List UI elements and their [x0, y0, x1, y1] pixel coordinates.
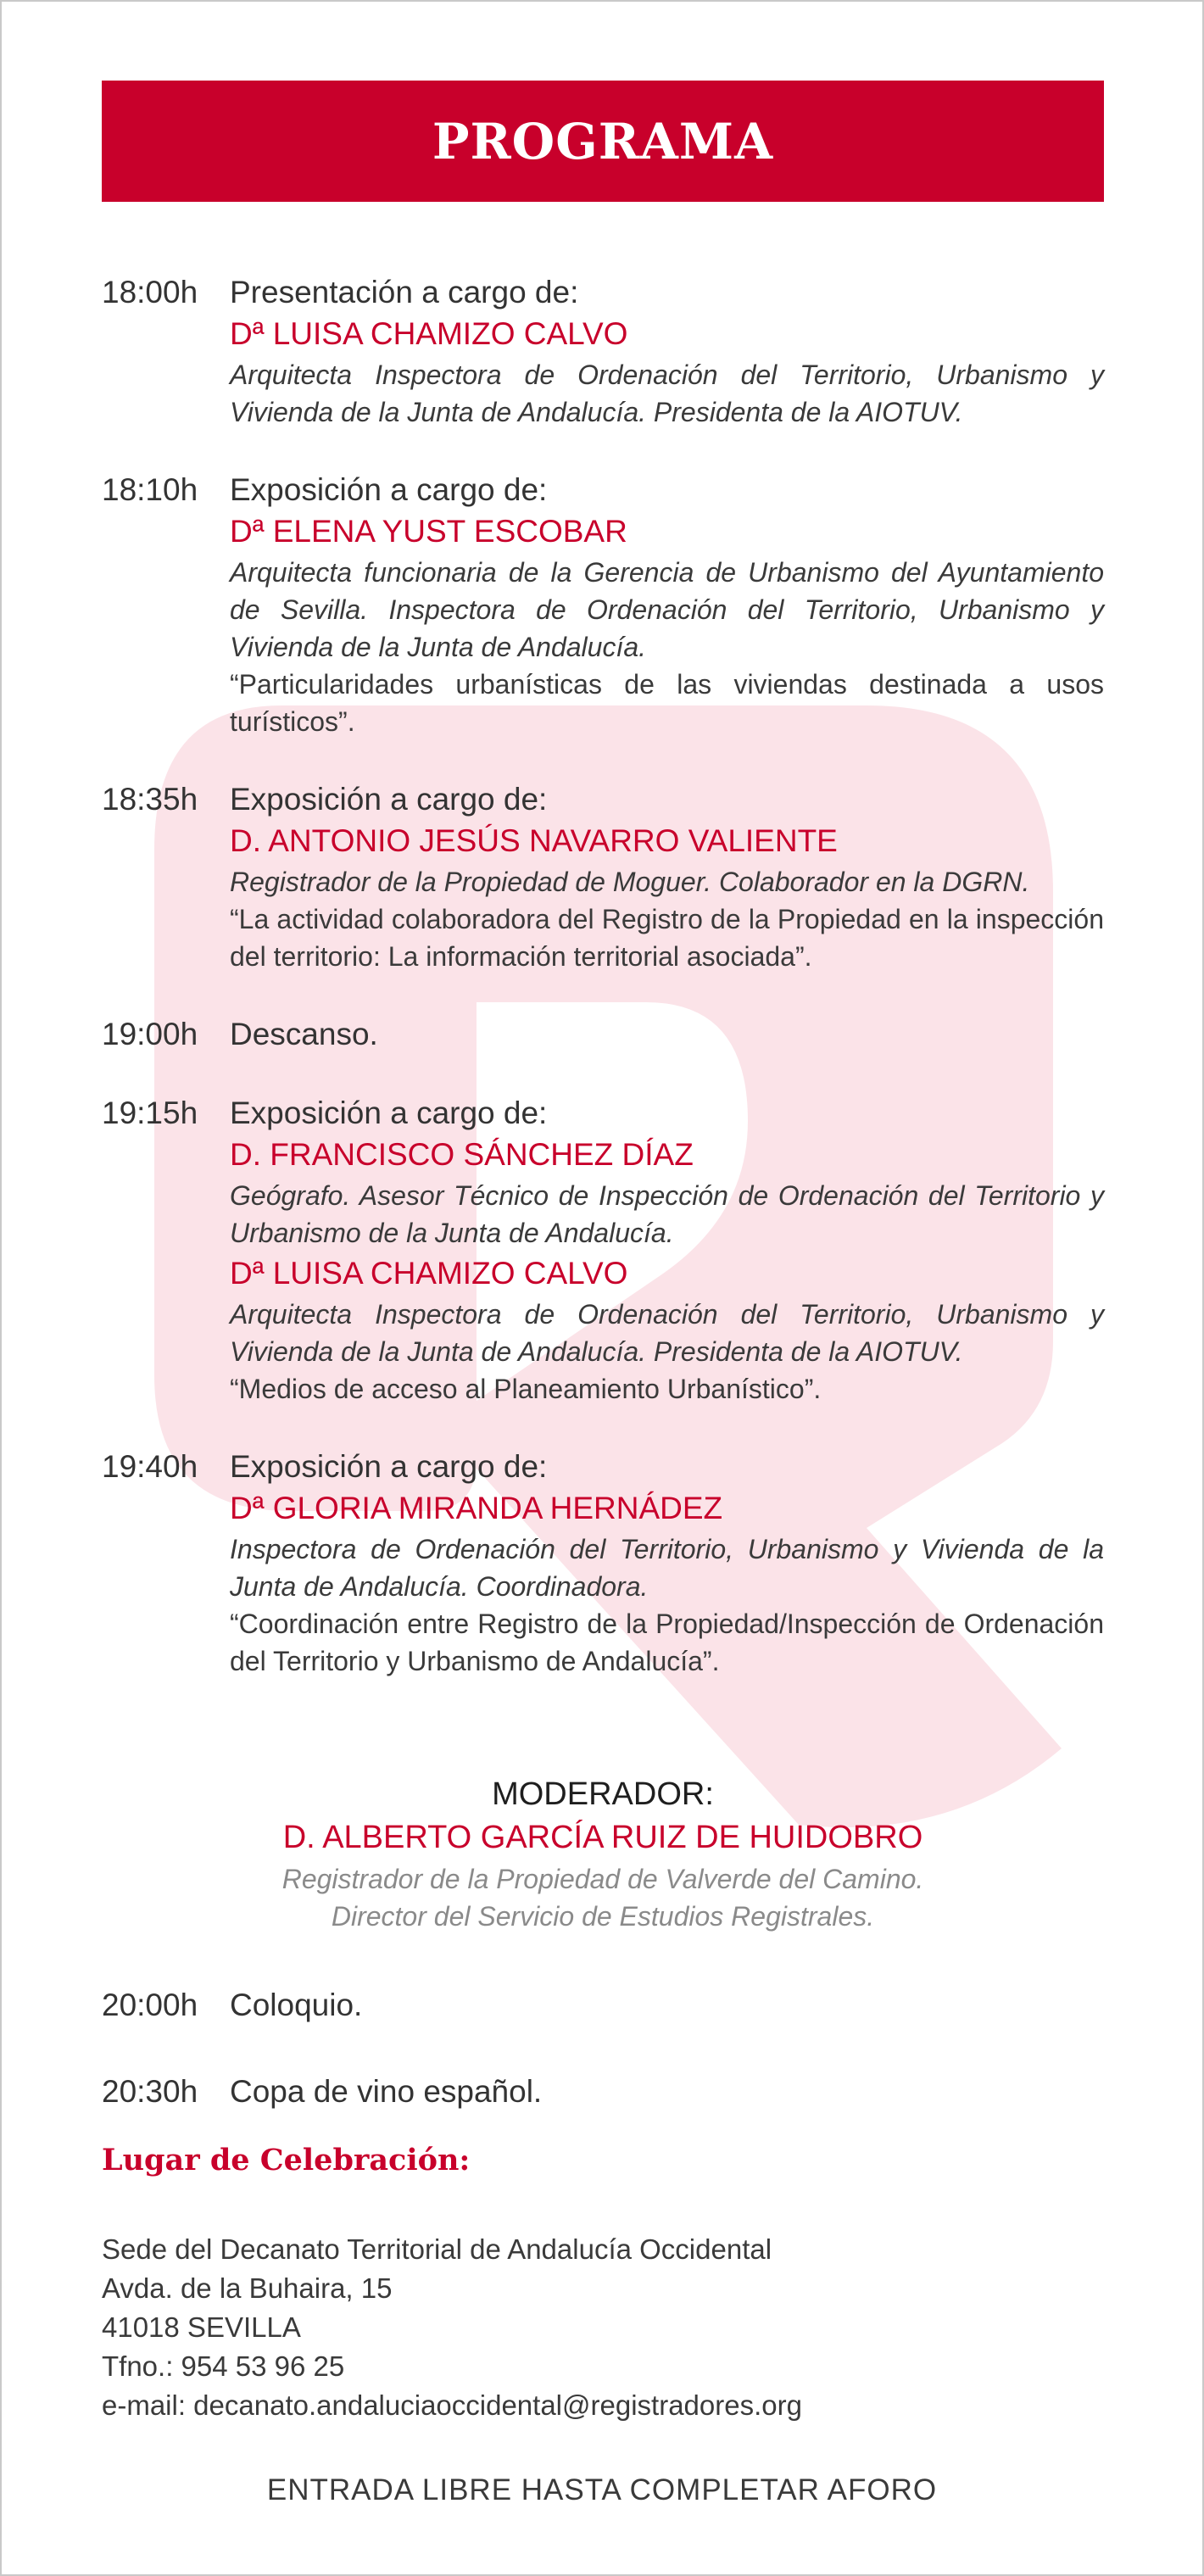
schedule-item: [102, 2072, 1104, 2111]
venue-email[interactable]: e-mail: decanato.andaluciaoccidental@registradores.org: [102, 2389, 802, 2421]
venue-line: Avda. de la Buhaira, 15: [102, 2272, 393, 2304]
speaker-name: D. FRANCISCO SÁNCHEZ DÍAZ: [230, 1137, 694, 1172]
schedule-lead: Copa de vino español.: [230, 2074, 543, 2109]
speaker-name: Dª GLORIA MIRANDA HERNÁDEZ: [230, 1491, 723, 1525]
schedule-time: 19:40h: [102, 1449, 198, 1484]
speaker-description: Inspectora de Ordenación del Territorio, Urbanismo y Vivienda de la Junta de Andalucía. Coordinadora.: [230, 1534, 1104, 1602]
speaker-description: Arquitecta funcionaria de la Gerencia de Urbanismo del Ayuntamiento de Sevilla. Inspectora de Ordenación del Territorio, Urbanismo y Vivienda de la Junta de Andalucía.: [230, 557, 1104, 662]
moderator-label: MODERADOR:: [492, 1776, 714, 1812]
speaker-description: Arquitecta Inspectora de Ordenación del Territorio, Urbanismo y Vivienda de la Junta de Andalucía. Presidenta de la AIOTUV.: [230, 360, 1104, 427]
moderator-description: Director del Servicio de Estudios Registrales.: [331, 1901, 875, 1932]
schedule-lead: Presentación a cargo de:: [230, 275, 579, 309]
schedule-item: [102, 471, 1104, 740]
talk-title: “Coordinación entre Registro de la Propiedad/Inspección de Ordenación del Territorio y Urbanismo de Andalucía”.: [230, 1609, 1104, 1676]
schedule-time: 19:15h: [102, 1096, 198, 1130]
venue-line: 41018 SEVILLA: [102, 2311, 301, 2343]
schedule-lead: Coloquio.: [230, 1988, 363, 2022]
schedule-item: [102, 780, 1104, 975]
talk-title: “La actividad colaboradora del Registro de la Propiedad en la inspección del territorio: La información territorial asociada”.: [230, 904, 1104, 972]
moderator-name: D. ALBERTO GARCÍA RUIZ DE HUIDOBRO: [282, 1820, 923, 1855]
schedule-time: 18:35h: [102, 782, 198, 817]
speaker-description: Registrador de la Propiedad de Moguer. Colaborador en la DGRN.: [230, 867, 1030, 897]
venue-phone: Tfno.: 954 53 96 25: [102, 2350, 345, 2382]
program-banner: [102, 81, 1104, 202]
schedule-time: 19:00h: [102, 1017, 198, 1051]
moderator-block: [102, 1774, 1104, 1935]
speaker-name: Dª LUISA CHAMIZO CALVO: [230, 1256, 628, 1291]
schedule-time: 20:00h: [102, 1988, 198, 2022]
talk-title: “Particularidades urbanísticas de las viviendas destinada a usos turísticos”.: [230, 669, 1104, 737]
schedule-lead: Exposición a cargo de:: [230, 782, 548, 817]
speaker-description: Arquitecta Inspectora de Ordenación del Territorio, Urbanismo y Vivienda de la Junta de Andalucía. Presidenta de la AIOTUV.: [230, 1299, 1104, 1367]
closing-schedule: [102, 1986, 1104, 2159]
talk-title: “Medios de acceso al Planeamiento Urbanístico”.: [230, 1374, 822, 1404]
footer-note: ENTRADA LIBRE HASTA COMPLETAR AFORO: [266, 2473, 938, 2506]
schedule-item: [102, 1015, 1104, 1054]
venue-title: Lugar de Celebración:: [102, 2143, 471, 2177]
schedule-item: [102, 273, 1104, 431]
schedule-lead: Descanso.: [230, 1017, 378, 1051]
schedule-time: 18:00h: [102, 275, 198, 309]
program-title: PROGRAMA: [432, 112, 774, 170]
speaker-description: Geógrafo. Asesor Técnico de Inspección de Ordenación del Territorio y Urbanismo de la Junta de Andalucía.: [230, 1180, 1104, 1248]
speaker-name: D. ANTONIO JESÚS NAVARRO VALIENTE: [230, 823, 838, 858]
venue-address: [102, 2230, 1104, 2425]
schedule-item: [102, 1094, 1104, 1408]
schedule-lead: Exposición a cargo de:: [230, 1449, 548, 1484]
schedule-time: 20:30h: [102, 2074, 198, 2109]
moderator-description: Registrador de la Propiedad de Valverde del Camino.: [281, 1864, 924, 1894]
venue-line: Sede del Decanato Territorial de Andalucía Occidental: [102, 2233, 772, 2265]
schedule-list: [102, 273, 1104, 1720]
speaker-name: Dª LUISA CHAMIZO CALVO: [230, 316, 628, 351]
speaker-name: Dª ELENA YUST ESCOBAR: [230, 514, 627, 549]
schedule-time: 18:10h: [102, 472, 198, 507]
schedule-item: [102, 1986, 1104, 2025]
schedule-lead: Exposición a cargo de:: [230, 472, 548, 507]
schedule-item: [102, 1447, 1104, 1680]
schedule-lead: Exposición a cargo de:: [230, 1096, 548, 1130]
